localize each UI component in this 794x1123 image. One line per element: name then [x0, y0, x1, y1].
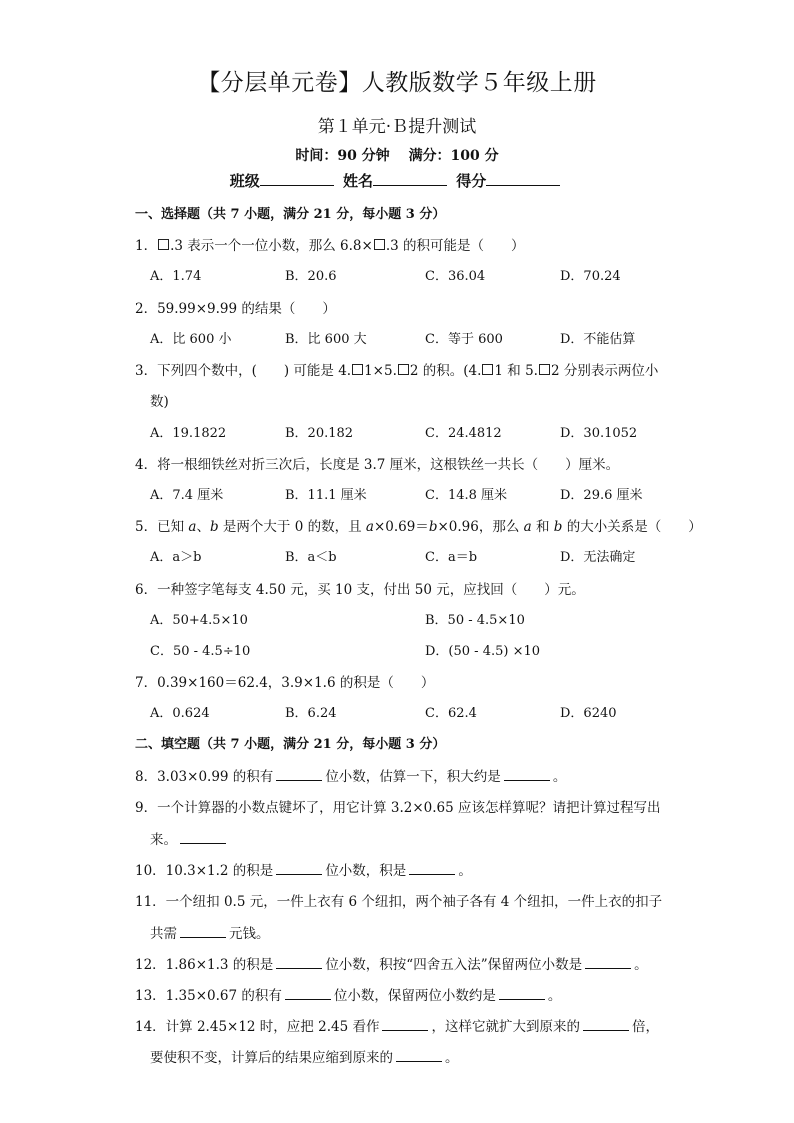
option-1d[interactable]: D．70.24 [560, 269, 621, 284]
answer-blank[interactable] [504, 768, 550, 781]
page-title: 【分层单元卷】人教版数学５年级上册 [197, 70, 597, 96]
section-heading-fill: 二、填空题（共 7 小题，满分 21 分，每小题 3 分） [135, 737, 446, 752]
total-score: 满分：100 分 [408, 148, 499, 164]
option-5b[interactable]: B．a＜b [285, 550, 337, 565]
square-box-icon [374, 239, 385, 250]
option-1b[interactable]: B．20.6 [285, 269, 337, 284]
option-1c[interactable]: C．36.04 [425, 269, 486, 284]
question-13: 13．1.35×0.67 的积有 位小数，保留两位小数约是 。 [135, 988, 562, 1004]
option-6b[interactable]: B．50 - 4.5×10 [425, 613, 525, 628]
option-7d[interactable]: D．6240 [560, 706, 617, 721]
option-7c[interactable]: C．62.4 [425, 706, 477, 721]
option-5d[interactable]: D．无法确定 [560, 550, 636, 565]
score-label: 得分 [456, 172, 487, 190]
answer-blank[interactable] [382, 1018, 428, 1031]
answer-blank[interactable] [276, 956, 322, 969]
square-box-icon [158, 239, 169, 250]
option-2a[interactable]: A．比 600 小 [150, 332, 232, 347]
option-4d[interactable]: D．29.6 厘米 [560, 488, 643, 503]
class-label: 班级 [229, 172, 260, 190]
name-label: 姓名 [342, 172, 373, 190]
option-6a[interactable]: A．50+4.5×10 [150, 613, 248, 628]
square-box-icon [398, 364, 409, 375]
option-3a[interactable]: A．19.1822 [150, 426, 227, 441]
option-4b[interactable]: B．11.1 厘米 [285, 488, 367, 503]
answer-blank[interactable] [276, 862, 322, 875]
name-blank[interactable] [373, 171, 447, 186]
question-11: 11．一个纽扣 0.5 元，一件上衣有 6 个纽扣，两个袖子各有 4 个纽扣，一件上衣的扣子 [135, 894, 663, 910]
option-4a[interactable]: A．7.4 厘米 [150, 488, 224, 503]
question-7: 7．0.39×160＝62.4，3.9×1.6 的积是（ ） [135, 675, 435, 691]
option-3b[interactable]: B．20.182 [285, 426, 354, 441]
question-2: 2．59.99×9.99 的结果（ ） [135, 301, 336, 317]
question-14: 14．计算 2.45×12 时，应把 2.45 看作 ，这样它就扩大到原来的 倍， [135, 1019, 659, 1035]
question-1: 1． .3 表示一个一位小数，那么 6.8× .3 的积可能是（ ） [135, 238, 525, 254]
question-11-cont: 共需 元钱。 [150, 926, 270, 942]
option-4c[interactable]: C．14.8 厘米 [425, 488, 508, 503]
answer-blank[interactable] [180, 831, 226, 844]
answer-blank[interactable] [583, 1018, 629, 1031]
question-14-cont: 要使积不变，计算后的结果应缩到原来的 。 [150, 1050, 459, 1066]
question-8: 8．3.03×0.99 的积有 位小数，估算一下，积大约是 。 [135, 769, 567, 785]
option-3c[interactable]: C．24.4812 [425, 426, 502, 441]
square-box-icon [539, 364, 550, 375]
time-score-line [0, 145, 794, 165]
question-12: 12．1.86×1.3 的积是 位小数，积按“四舍五入法”保留两位小数是 。 [135, 957, 648, 973]
square-box-icon [352, 364, 363, 375]
section-heading-choice: 一、选择题（共 7 小题，满分 21 分，每小题 3 分） [135, 207, 446, 222]
option-2d[interactable]: D．不能估算 [560, 332, 636, 347]
question-4: 4．将一根细铁丝对折三次后，长度是 3.7 厘米，这根铁丝一共长（ ）厘米。 [135, 457, 620, 473]
question-6: 6．一种签字笔每支 4.50 元，买 10 支，付出 50 元，应找回（ ）元。 [135, 582, 585, 598]
time-limit: 时间：90 分钟 [295, 148, 390, 164]
answer-blank[interactable] [409, 862, 455, 875]
option-7a[interactable]: A．0.624 [150, 706, 210, 721]
answer-blank[interactable] [276, 768, 322, 781]
answer-blank[interactable] [585, 956, 631, 969]
option-5c[interactable]: C．a＝b [425, 550, 478, 565]
question-5: 5．已知 a、b 是两个大于 0 的数，且 a×0.69＝b×0.96，那么 a 和 b 的大小关系是（ ） [135, 519, 702, 535]
class-blank[interactable] [260, 171, 334, 186]
option-3d[interactable]: D．30.1052 [560, 426, 638, 441]
question-9: 9．一个计算器的小数点键坏了，用它计算 3.2×0.65 应该怎样算呢？请把计算过程写出 [135, 800, 661, 816]
score-blank[interactable] [486, 171, 560, 186]
answer-blank[interactable] [180, 925, 226, 938]
question-9-cont: 来。 [150, 828, 229, 848]
question-3-cont: 数) [150, 394, 169, 410]
option-1a[interactable]: A．1.74 [150, 269, 202, 284]
square-box-icon [482, 364, 493, 375]
option-6d[interactable]: D．(50 - 4.5) ×10 [425, 644, 541, 659]
option-2b[interactable]: B．比 600 大 [285, 332, 367, 347]
page-subtitle: 第１单元·Ｂ提升测试 [317, 117, 477, 137]
question-10: 10．10.3×1.2 的积是 位小数，积是 。 [135, 863, 472, 879]
answer-blank[interactable] [396, 1049, 442, 1062]
question-3: 3．下列四个数中，( ) 可能是 4. 1×5. 2 的积。(4. 1 和 5. 2 分别表示两位小 [135, 363, 659, 379]
answer-blank[interactable] [285, 987, 331, 1000]
option-2c[interactable]: C．等于 600 [425, 332, 503, 347]
option-7b[interactable]: B．6.24 [285, 706, 337, 721]
student-info-line [0, 170, 794, 191]
answer-blank[interactable] [499, 987, 545, 1000]
option-5a[interactable]: A．a＞b [150, 550, 202, 565]
option-6c[interactable]: C．50 - 4.5÷10 [150, 644, 251, 659]
